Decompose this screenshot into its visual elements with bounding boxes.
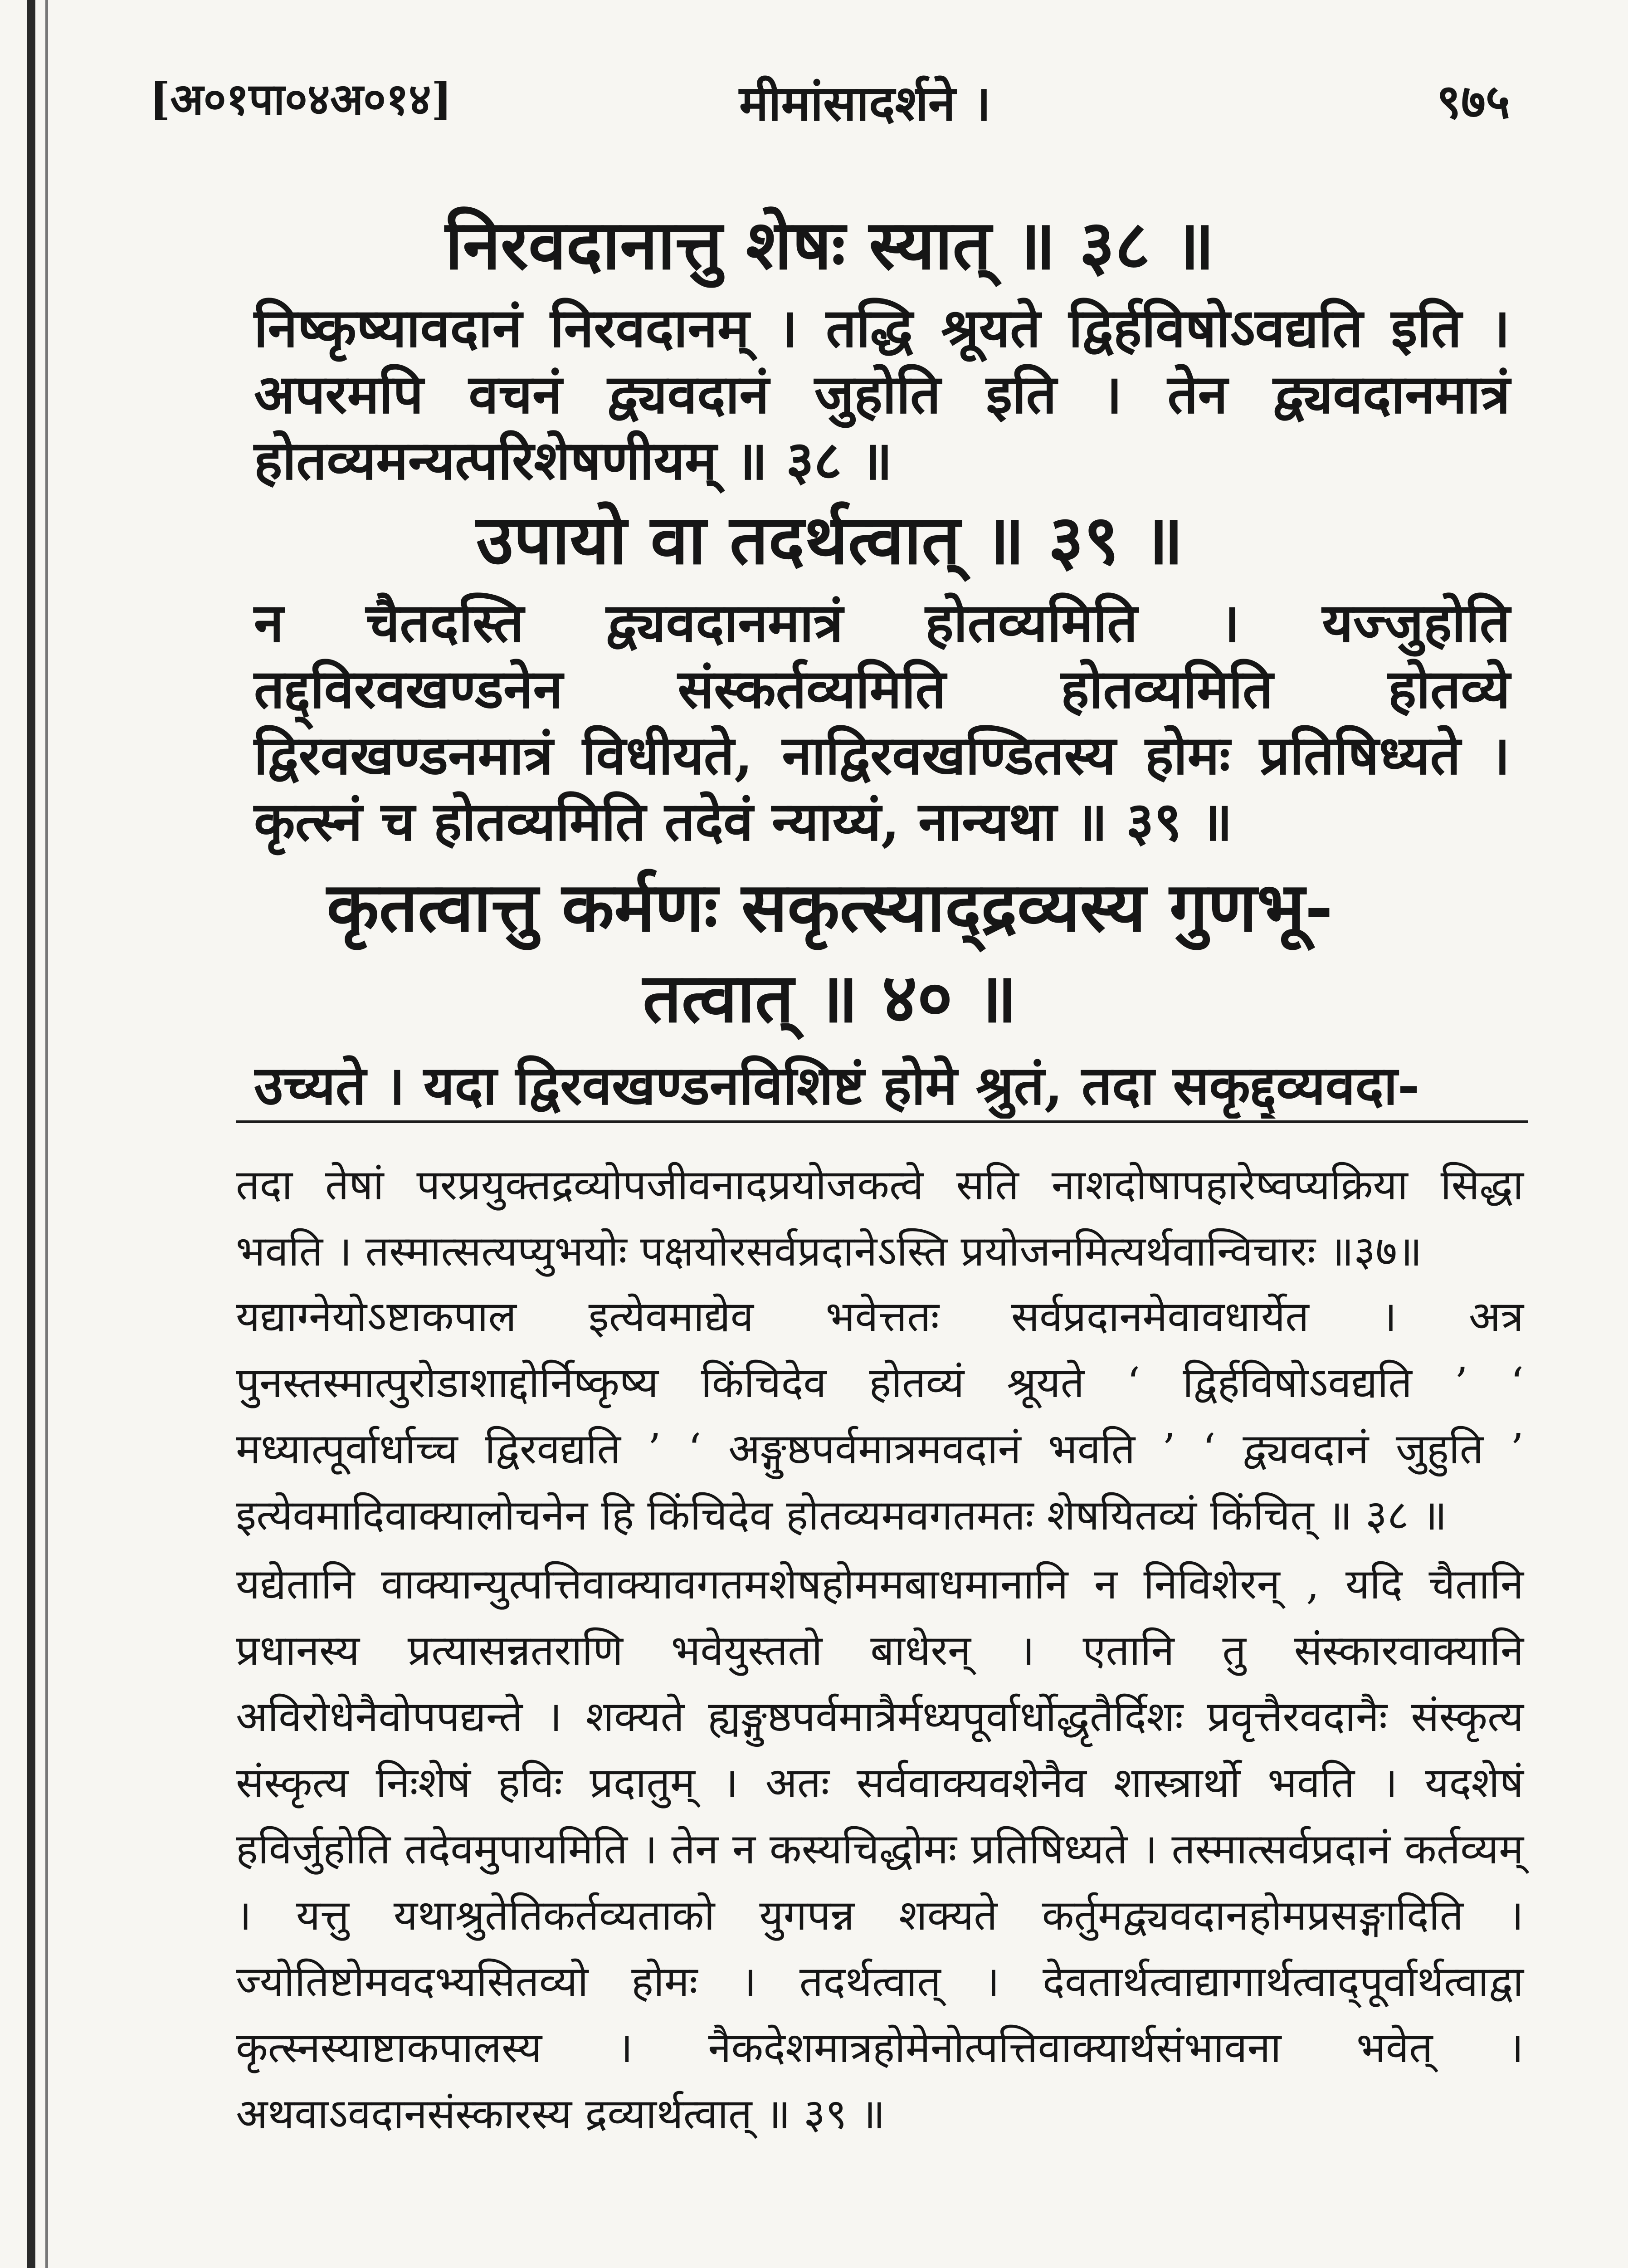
section-divider: [236, 1120, 1528, 1123]
commentary-38: निष्कृष्यावदानं निरवदानम् । तद्धि श्रूयते द्विर्हविषोऽवद्यति इति । अपरमपि वचनं द्व्यवदानं जुहोति इति । तेन द्व्यवदानमात्रं होतव्यमन्यत्परिशेषणीयम् ॥ ३८ ॥: [254, 296, 1510, 492]
book-title: मीमांसादर्शने ।: [739, 75, 991, 132]
sutra-39: उपायो वा तदर्थत्वात् ॥ ३९ ॥: [476, 500, 1184, 580]
sutra-40-line-2: तत्वात् ॥ ४० ॥: [643, 958, 1017, 1038]
sub-commentary-39: यद्येतानि वाक्यान्युत्पत्तिवाक्यावगतमशेषहोममबाधमानानि न निविशेरन् , यदि चैतानि प्रधानस्य प्रत्यासन्नतराणि भवेयुस्ततो बाधेरन् । एतानि तु संस्कारवाक्यानि अविरोधेनैवोपपद्यन्ते । शक्यते ह्यङ्गुष्ठपर्वमात्रैर्मध्यपूर्वार्धोद्धृतैर्दिशः प्रवृत्तैरवदानैः संस्कृत्य संस्कृत्य निःशेषं हविः प्रदातुम् । अतः सर्ववाक्यवशेनैव शास्त्रार्थो भवति । यदशेषं हविर्जुहोति तदेवमुपायमिति । तेन न कस्यचिद्धोमः प्रतिषिध्यते । तस्मात्सर्वप्रदानं कर्तव्यम् । यत्तु यथाश्रुतेतिकर्तव्यताको युगपन्न शक्यते कर्तुमद्व्यवदानहोमप्रसङ्गादिति । ज्योतिष्टोमवदभ्यसितव्यो होमः । तदर्थत्वात् । देवतार्थत्वाद्यागार्थत्वाद्पूर्वार्थत्वाद्वा कृत्स्नस्याष्टाकपालस्य । नैकदेशमात्रहोमेनोत्पत्तिवाक्यार्थसंभावना भवेत् । अथवाऽवदानसंस्कारस्य द्रव्यार्थत्वात् ॥ ३९ ॥: [236, 1560, 1524, 2138]
running-header: [150, 54, 1510, 145]
sutra-40-line-1: कृतत्वात्तु कर्मणः सकृत्स्याद्द्रव्यस्य गुणभू-: [327, 867, 1333, 947]
binding-edge-shadow: [45, 0, 48, 2268]
chapter-reference: [अ०१पा०४अ०१४]: [150, 73, 452, 125]
sutra-38: निरवदानात्तु शेषः स्यात् ॥ ३८ ॥: [445, 205, 1215, 285]
sub-commentary-38: यद्याग्नेयोऽष्टाकपाल इत्येवमाद्येव भवेत्ततः सर्वप्रदानमेवावधार्येत । अत्र पुनस्तस्मात्पुरोडाशाद्दोर्निष्कृष्य किंचिदेव होतव्यं श्रूयते ‘ द्विर्हविषोऽवद्यति ’ ‘ मध्यात्पूर्वार्धाच्च द्विरवद्यति ’ ‘ अङ्गुष्ठपर्वमात्रमवदानं भवति ’ ‘ द्व्यवदानं जुहुति ’ इत्येवमादिवाक्यालोचनेन हि किंचिदेव होतव्यमवगतमतः शेषयितव्यं किंचित् ॥ ३८ ॥: [236, 1292, 1524, 1540]
page-number: ९७५: [1436, 73, 1510, 129]
sub-commentary-37: तदा तेषां परप्रयुक्तद्रव्योपजीवनादप्रयोजकत्वे सति नाशदोषापहारेष्वप्यक्रिया सिद्धा भवति । तस्मात्सत्यप्युभयोः पक्षयोरसर्वप्रदानेऽस्ति प्रयोजनमित्यर्थवान्विचारः ॥३७॥: [236, 1161, 1524, 1276]
commentary-40: उच्यते । यदा द्विरवखण्डनविशिष्टं होमे श्रुतं, तदा सकृद्द्व्यवदा-: [254, 1054, 1420, 1117]
commentary-39: न चैतदस्ति द्व्यवदानमात्रं होतव्यमिति । यज्जुहोति तद्द्विरवखण्डनेन संस्कर्तव्यमिति होतव्यमिति होतव्ये द्विरवखण्डनमात्रं विधीयते, नाद्विरवखण्डितस्य होमः प्रतिषिध्यते । कृत्स्नं च होतव्यमिति तदेवं न्याय्यं, नान्यथा ॥ ३९ ॥: [254, 591, 1510, 853]
binding-edge: [27, 0, 35, 2268]
